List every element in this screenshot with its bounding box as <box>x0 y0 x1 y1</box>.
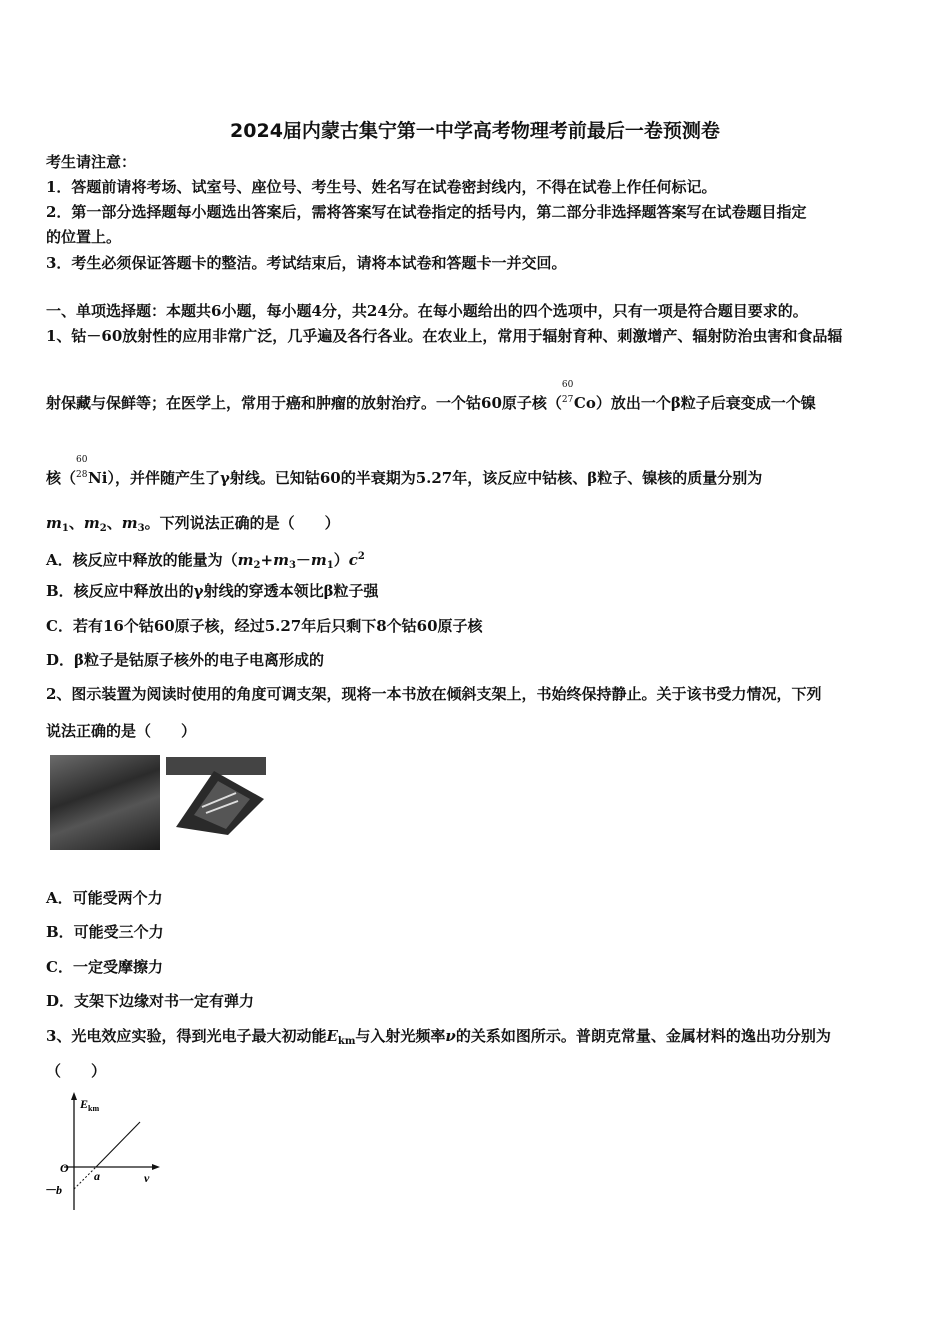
q2-stem-line2: 说法正确的是（ ） <box>46 722 197 740</box>
q1-stem-text-a: 射保藏与保鲜等；在医学上，常用于癌和肿瘤的放射治疗。一个钴60原子核（ <box>46 394 562 412</box>
ni-atomic-number: 28 <box>76 470 88 480</box>
q1-stem-text-b: ）放出一个β粒子后衰变成一个镍 <box>595 394 816 412</box>
notice-item-3: 3．考生必须保证答题卡的整洁。考试结束后，请将本试卷和答题卡一并交回。 <box>46 254 567 272</box>
co-symbol: Co <box>573 394 596 412</box>
separator: 、 <box>68 514 84 532</box>
book-stand-photo-left <box>50 755 160 850</box>
q1-stem-line2 <box>46 380 816 412</box>
mass-m1: m <box>46 514 62 532</box>
graph-line-extension <box>74 1167 96 1189</box>
speed-of-light-c: c <box>348 551 358 569</box>
q2-option-c[interactable]: C．一定受摩擦力 <box>46 958 163 976</box>
q1-stem-line4 <box>46 514 340 538</box>
graph-line-solid <box>96 1122 140 1167</box>
q1-stem-text-c: 核（ <box>46 469 77 487</box>
ni-symbol: Ni <box>88 469 108 487</box>
q3-stem-line1 <box>46 1027 831 1051</box>
ekm-vs-frequency-graph <box>40 1090 170 1215</box>
sub-3: 3 <box>288 560 296 571</box>
ni-mass-number: 60 <box>76 455 88 465</box>
q1-stem-text-d: ），并伴随产生了γ射线。已知钴60的半衰期为5.27年，该反应中钴核、β粒子、镍核的质量分别为 <box>107 469 763 487</box>
minus-sign: － <box>295 551 311 569</box>
sub-1: 1 <box>326 560 334 571</box>
energy-subscript: km <box>337 1036 356 1047</box>
q1-option-d[interactable]: D．β粒子是钴原子核外的电子电离形成的 <box>46 651 324 669</box>
sub-2: 2 <box>253 560 261 571</box>
mass-m1: m <box>310 551 327 569</box>
x-axis-label: ν <box>144 1171 150 1185</box>
q2-option-a[interactable]: A．可能受两个力 <box>46 889 163 907</box>
q3-stem-text-a: 3、光电效应实验，得到光电子最大初动能 <box>46 1027 327 1045</box>
frequency-symbol: ν <box>445 1027 456 1045</box>
page-title: 2024届内蒙古集宁第一中学高考物理考前最后一卷预测卷 <box>230 120 720 142</box>
q1-option-a-prefix: A．核反应中释放的能量为（ <box>46 551 238 569</box>
y-axis-label-sub: km <box>88 1104 100 1113</box>
section-heading: 一、单项选择题：本题共6小题，每小题4分，共24分。在每小题给出的四个选项中，只有一项是符合题目要求的。 <box>46 302 808 320</box>
origin-label: O <box>60 1161 69 1175</box>
y-intercept-label: －b <box>44 1183 63 1197</box>
q3-stem-line2: （ ） <box>46 1062 107 1080</box>
sub-1: 1 <box>61 523 69 534</box>
co-atomic-number: 27 <box>561 395 574 405</box>
mass-m3: m <box>121 514 138 532</box>
q1-question-tail: 。下列说法正确的是（ ） <box>144 514 340 532</box>
mass-m2: m <box>83 514 100 532</box>
nickel-nuclide-scripts <box>76 455 88 483</box>
separator: 、 <box>106 514 122 532</box>
q1-stem-line3 <box>46 455 763 487</box>
superscript-2: 2 <box>357 551 365 562</box>
notice-heading: 考生请注意： <box>46 153 137 171</box>
q2-option-b[interactable]: B．可能受三个力 <box>46 923 164 941</box>
book-stand-sketch <box>166 757 266 835</box>
sub-2: 2 <box>99 523 107 534</box>
q2-stem-line1: 2、图示装置为阅读时使用的角度可调支架，现将一本书放在倾斜支架上，书始终保持静止。关于该书受力情况，下列 <box>46 685 822 703</box>
notice-item-1: 1．答题前请将考场、试室号、座位号、考生号、姓名写在试卷密封线内，不得在试卷上作任何标记。 <box>46 178 717 196</box>
close-paren: ） <box>333 551 349 569</box>
cobalt-nuclide-scripts <box>561 380 574 408</box>
energy-symbol: E <box>326 1027 338 1045</box>
q1-stem-line1: 1、钴－60放射性的应用非常广泛，几乎遍及各行各业。在农业上，常用于辐射育种、刺激增产、辐射防治虫害和食品辐 <box>46 327 843 345</box>
q1-option-c[interactable]: C．若有16个钴60原子核，经过5.27年后只剩下8个钴60原子核 <box>46 617 483 635</box>
co-mass-number: 60 <box>561 380 574 390</box>
y-axis-arrow <box>71 1092 77 1100</box>
q3-stem-text-c: 的关系如图所示。普朗克常量、金属材料的逸出功分别为 <box>455 1027 831 1045</box>
plus-sign: + <box>260 551 274 569</box>
q1-option-b[interactable]: B．核反应中释放出的γ射线的穿透本领比β粒子强 <box>46 582 379 600</box>
sub-3: 3 <box>137 523 145 534</box>
notice-item-2-cont: 的位置上。 <box>46 228 122 246</box>
q2-option-d[interactable]: D．支架下边缘对书一定有弹力 <box>46 992 255 1010</box>
y-axis-label: E <box>80 1097 89 1111</box>
q3-stem-text-b: 与入射光频率 <box>355 1027 446 1045</box>
mass-m2: m <box>237 551 254 569</box>
x-intercept-label: a <box>94 1169 100 1183</box>
mass-m3: m <box>273 551 289 569</box>
notice-item-2: 2．第一部分选择题每小题选出答案后，需将答案写在试卷指定的括号内，第二部分非选择题答案写在试卷题目指定 <box>46 203 807 221</box>
q1-option-a[interactable] <box>46 548 365 575</box>
book-stand-photo-right <box>166 757 266 835</box>
x-axis-arrow <box>152 1164 160 1170</box>
